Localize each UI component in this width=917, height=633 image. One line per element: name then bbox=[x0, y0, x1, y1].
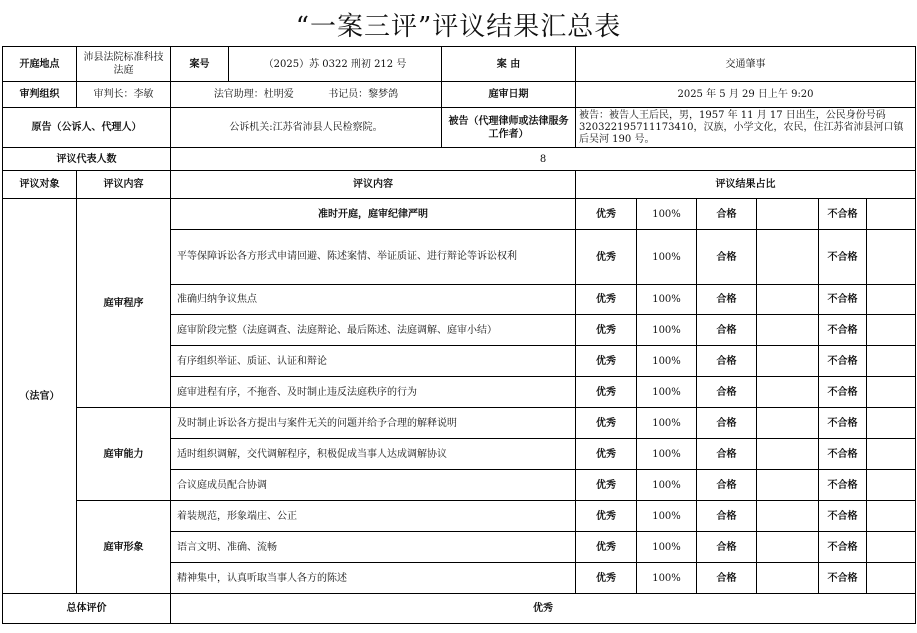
grade-fail: 不合格 bbox=[819, 408, 867, 439]
item-text: 准时开庭，庭审纪律严明 bbox=[171, 199, 576, 230]
excellent-pct: 100% bbox=[637, 199, 697, 230]
item-text: 庭审阶段完整（法庭调查、法庭辩论、最后陈述、法庭调解、庭审小结） bbox=[171, 315, 576, 346]
fail-pct bbox=[867, 199, 916, 230]
pass-pct bbox=[757, 199, 819, 230]
col-content-header: 评议内容 bbox=[77, 171, 171, 199]
fail-pct bbox=[867, 315, 916, 346]
excellent-pct: 100% bbox=[637, 408, 697, 439]
col-object-header: 评议对象 bbox=[3, 171, 77, 199]
defendant-value: 被告：被告人王后民，男，1957 年 11 月 17 日出生，公民身份号码 320322195711173410，汉族，小学文化，农民，住江苏省沛县河口镇后吴河 190 号。 bbox=[576, 108, 916, 148]
fail-pct bbox=[867, 408, 916, 439]
item-text: 合议庭成员配合协调 bbox=[171, 470, 576, 501]
grade-excellent: 优秀 bbox=[576, 501, 637, 532]
group-name: 庭审能力 bbox=[77, 408, 171, 501]
page-title: “一案三评”评议结果汇总表 bbox=[295, 12, 622, 42]
grade-pass: 合格 bbox=[697, 199, 757, 230]
fail-pct bbox=[867, 230, 916, 285]
trial-date-value: 2025 年 5 月 29 日上午 9:20 bbox=[576, 82, 916, 108]
grade-fail: 不合格 bbox=[819, 563, 867, 594]
pass-pct bbox=[757, 346, 819, 377]
grade-pass: 合格 bbox=[697, 408, 757, 439]
item-text: 庭审进程有序，不拖沓、及时制止违反法庭秩序的行为 bbox=[171, 377, 576, 408]
plaintiff-value: 公诉机关:江苏省沛县人民检察院。 bbox=[171, 108, 442, 148]
grade-pass: 合格 bbox=[697, 501, 757, 532]
group-name: 庭审程序 bbox=[77, 199, 171, 408]
fail-pct bbox=[867, 470, 916, 501]
pass-pct bbox=[757, 470, 819, 501]
excellent-pct: 100% bbox=[637, 563, 697, 594]
item-text: 适时组织调解，交代调解程序，积极促成当事人达成调解协议 bbox=[171, 439, 576, 470]
pass-pct bbox=[757, 408, 819, 439]
grade-pass: 合格 bbox=[697, 439, 757, 470]
grade-pass: 合格 bbox=[697, 377, 757, 408]
case-no-value: （2025）苏 0322 刑初 212 号 bbox=[229, 47, 442, 82]
panel-label: 审判组织 bbox=[3, 82, 77, 108]
defendant-label: 被告（代理律师或法律服务工作者） bbox=[442, 108, 576, 148]
fail-pct bbox=[867, 563, 916, 594]
grade-pass: 合格 bbox=[697, 470, 757, 501]
item-text: 有序组织举证、质证、认证和辩论 bbox=[171, 346, 576, 377]
fail-pct bbox=[867, 439, 916, 470]
fail-pct bbox=[867, 346, 916, 377]
judge-name: 审判长：李敏 bbox=[77, 82, 171, 108]
grade-pass: 合格 bbox=[697, 230, 757, 285]
assistant-name: 法官助理：杜明爱 bbox=[213, 89, 294, 100]
cause-label: 案 由 bbox=[442, 47, 576, 82]
overall-label: 总体评价 bbox=[3, 594, 171, 624]
excellent-pct: 100% bbox=[637, 230, 697, 285]
excellent-pct: 100% bbox=[637, 501, 697, 532]
excellent-pct: 100% bbox=[637, 346, 697, 377]
excellent-pct: 100% bbox=[637, 377, 697, 408]
trial-date-label: 庭审日期 bbox=[442, 82, 576, 108]
grade-fail: 不合格 bbox=[819, 377, 867, 408]
plaintiff-label: 原告（公诉人、代理人） bbox=[3, 108, 171, 148]
clerk-name: 书记员：黎梦鸽 bbox=[328, 89, 399, 100]
pass-pct bbox=[757, 315, 819, 346]
excellent-pct: 100% bbox=[637, 439, 697, 470]
grade-excellent: 优秀 bbox=[576, 532, 637, 563]
pass-pct bbox=[757, 230, 819, 285]
grade-pass: 合格 bbox=[697, 532, 757, 563]
col-detail-header: 评议内容 bbox=[171, 171, 576, 199]
court-place-value: 沛县法院标准科技法庭 bbox=[77, 47, 171, 82]
grade-excellent: 优秀 bbox=[576, 346, 637, 377]
fail-pct bbox=[867, 285, 916, 315]
grade-excellent: 优秀 bbox=[576, 199, 637, 230]
item-text: 准确归纳争议焦点 bbox=[171, 285, 576, 315]
excellent-pct: 100% bbox=[637, 285, 697, 315]
grade-excellent: 优秀 bbox=[576, 408, 637, 439]
grade-excellent: 优秀 bbox=[576, 285, 637, 315]
grade-excellent: 优秀 bbox=[576, 315, 637, 346]
grade-fail: 不合格 bbox=[819, 230, 867, 285]
excellent-pct: 100% bbox=[637, 470, 697, 501]
pass-pct bbox=[757, 439, 819, 470]
overall-value: 优秀 bbox=[171, 594, 916, 624]
grade-excellent: 优秀 bbox=[576, 439, 637, 470]
evaluation-table bbox=[2, 46, 916, 624]
grade-pass: 合格 bbox=[697, 315, 757, 346]
pass-pct bbox=[757, 532, 819, 563]
grade-fail: 不合格 bbox=[819, 315, 867, 346]
grade-fail: 不合格 bbox=[819, 439, 867, 470]
fail-pct bbox=[867, 532, 916, 563]
excellent-pct: 100% bbox=[637, 532, 697, 563]
case-no-label: 案号 bbox=[171, 47, 229, 82]
assistant-clerk bbox=[171, 82, 442, 108]
item-text: 及时制止诉讼各方提出与案件无关的问题并给予合理的解释说明 bbox=[171, 408, 576, 439]
grade-fail: 不合格 bbox=[819, 532, 867, 563]
pass-pct bbox=[757, 563, 819, 594]
pass-pct bbox=[757, 285, 819, 315]
fail-pct bbox=[867, 377, 916, 408]
item-text: 语言文明、准确、流畅 bbox=[171, 532, 576, 563]
grade-fail: 不合格 bbox=[819, 346, 867, 377]
cause-value: 交通肇事 bbox=[576, 47, 916, 82]
fail-pct bbox=[867, 501, 916, 532]
grade-excellent: 优秀 bbox=[576, 563, 637, 594]
grade-excellent: 优秀 bbox=[576, 377, 637, 408]
evaluated-object: （法官） bbox=[3, 199, 77, 594]
grade-fail: 不合格 bbox=[819, 199, 867, 230]
pass-pct bbox=[757, 501, 819, 532]
excellent-pct: 100% bbox=[637, 315, 697, 346]
grade-pass: 合格 bbox=[697, 285, 757, 315]
court-place-label: 开庭地点 bbox=[3, 47, 77, 82]
reps-label: 评议代表人数 bbox=[3, 148, 171, 171]
pass-pct bbox=[757, 377, 819, 408]
group-name: 庭审形象 bbox=[77, 501, 171, 594]
item-text: 精神集中，认真听取当事人各方的陈述 bbox=[171, 563, 576, 594]
grade-fail: 不合格 bbox=[819, 285, 867, 315]
reps-value: 8 bbox=[171, 148, 916, 171]
grade-fail: 不合格 bbox=[819, 501, 867, 532]
grade-fail: 不合格 bbox=[819, 470, 867, 501]
grade-excellent: 优秀 bbox=[576, 470, 637, 501]
grade-pass: 合格 bbox=[697, 346, 757, 377]
grade-pass: 合格 bbox=[697, 563, 757, 594]
item-text: 平等保障诉讼各方形式申请回避、陈述案情、举证质证、进行辩论等诉讼权利 bbox=[171, 230, 576, 285]
col-result-header: 评议结果占比 bbox=[576, 171, 916, 199]
grade-excellent: 优秀 bbox=[576, 230, 637, 285]
item-text: 着装规范，形象端庄、公正 bbox=[171, 501, 576, 532]
